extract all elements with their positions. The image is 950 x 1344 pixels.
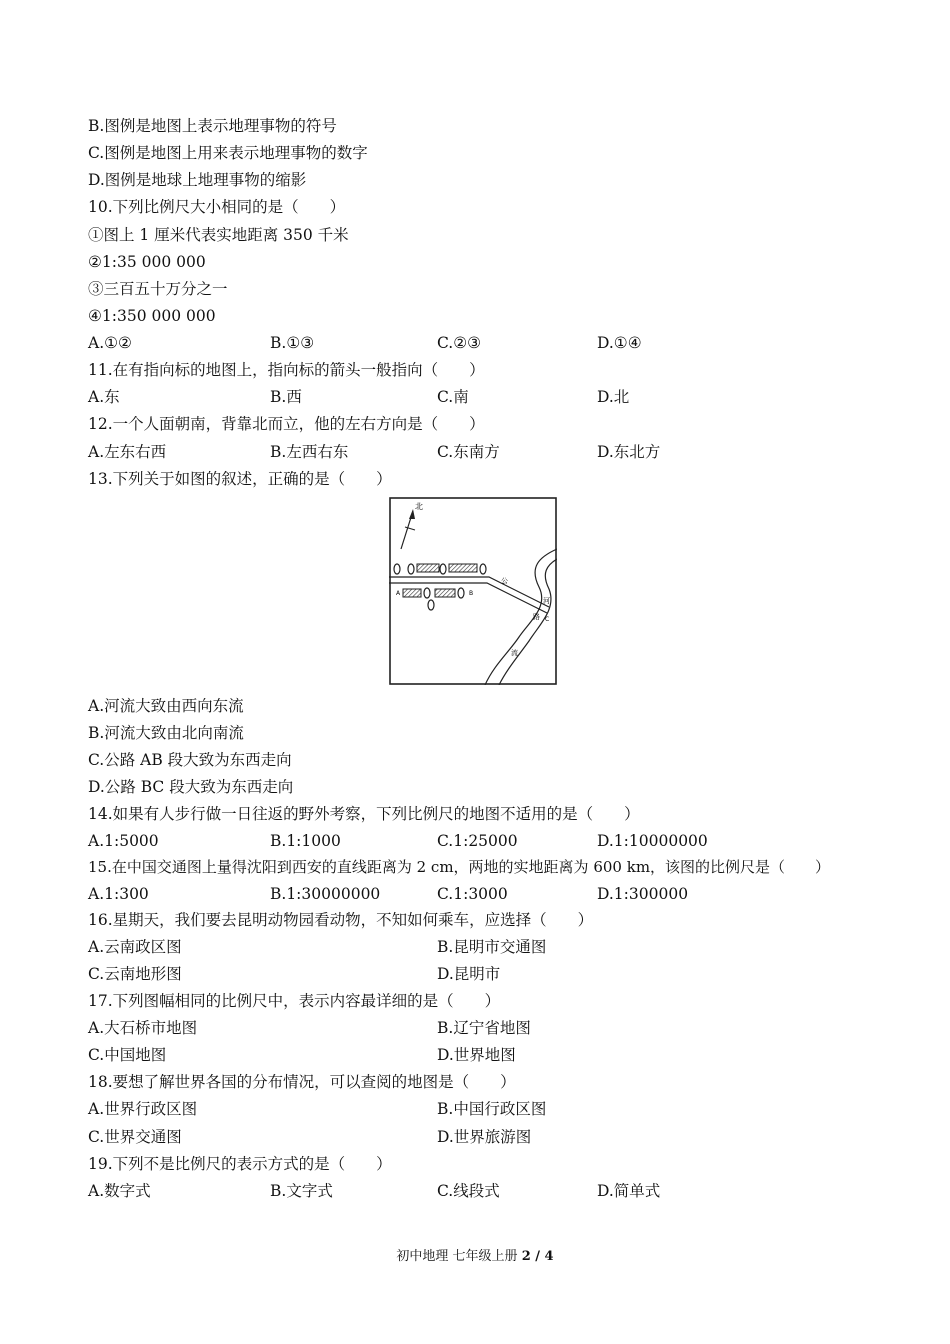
footer-page-number: 2 / 4 (521, 1249, 554, 1264)
q15-option-b: B.1:30000000 (270, 885, 381, 903)
q12-option-b: B.左西右东 (270, 443, 349, 461)
map-label-north: 北 (415, 502, 423, 511)
q19-option-b: B.文字式 (270, 1182, 333, 1200)
q17-option-c: C.中国地图 (88, 1046, 167, 1064)
q19-option-d: D.简单式 (597, 1182, 661, 1200)
q10-item-3: ③三百五十万分之一 (88, 280, 228, 298)
q13-option-c: C.公路 AB 段大致为东西走向 (88, 751, 292, 769)
map-label-river-1: 河 (543, 597, 550, 605)
q15-option-d: D.1:300000 (597, 885, 689, 903)
q9-option-d: D.图例是地球上地理事物的缩影 (88, 171, 307, 189)
q12-option-c: C.东南方 (437, 443, 500, 461)
q13-map-figure (389, 497, 557, 685)
map-label-road-1: 公 (501, 577, 508, 585)
q9-option-b: B.图例是地图上表示地理事物的符号 (88, 117, 337, 135)
q11-option-a: A.东 (88, 388, 120, 406)
q17-option-b: B.辽宁省地图 (437, 1019, 531, 1037)
q18-option-a: A.世界行政区图 (88, 1100, 198, 1118)
q10-stem: 10.下列比例尺大小相同的是（ ） (88, 198, 346, 216)
q13-option-b: B.河流大致由北向南流 (88, 724, 244, 742)
q13-stem: 13.下列关于如图的叙述，正确的是（ ） (88, 470, 392, 488)
q18-option-b: B.中国行政区图 (437, 1100, 547, 1118)
q17-option-d: D.世界地图 (437, 1046, 516, 1064)
q16-option-a: A.云南政区图 (88, 938, 182, 956)
q18-option-c: C.世界交通图 (88, 1128, 182, 1146)
q9-option-c: C.图例是地图上用来表示地理事物的数字 (88, 144, 368, 162)
q18-stem: 18.要想了解世界各国的分布情况，可以查阅的地图是（ ） (88, 1073, 516, 1091)
q18-option-d: D.世界旅游图 (437, 1128, 532, 1146)
q15-stem: 15.在中国交通图上量得沈阳到西安的直线距离为 2 cm，两地的实地距离为 600 km，该图的比例尺是（ ） (88, 858, 831, 876)
building (435, 589, 455, 597)
q19-option-c: C.线段式 (437, 1182, 500, 1200)
map-label-c: C (545, 616, 550, 623)
map-label-a: A (396, 590, 401, 597)
q13-option-d: D.公路 BC 段大致为东西走向 (88, 778, 294, 796)
q14-option-b: B.1:1000 (270, 832, 341, 850)
q11-option-c: C.南 (437, 388, 469, 406)
q17-option-a: A.大石桥市地图 (88, 1019, 198, 1037)
q10-item-1: ①图上 1 厘米代表实地距离 350 千米 (88, 226, 349, 244)
q10-option-d: D.①④ (597, 334, 642, 352)
q14-stem: 14.如果有人步行做一日往返的野外考察，下列比例尺的地图不适用的是（ ） (88, 805, 640, 823)
q12-stem: 12.一个人面朝南，背靠北而立，他的左右方向是（ ） (88, 415, 485, 433)
q10-option-b: B.①③ (270, 334, 315, 352)
q11-stem: 11.在有指向标的地图上，指向标的箭头一般指向（ ） (88, 361, 485, 379)
q14-option-d: D.1:10000000 (597, 832, 708, 850)
map-label-road-2: 路 (533, 613, 540, 621)
q16-option-d: D.昆明市 (437, 965, 501, 983)
q10-item-4: ④1:350 000 000 (88, 307, 216, 325)
q19-option-a: A.数字式 (88, 1182, 151, 1200)
q10-item-2: ②1:35 000 000 (88, 253, 206, 271)
building (417, 564, 439, 572)
map-label-b: B (469, 590, 474, 597)
q16-option-b: B.昆明市交通图 (437, 938, 547, 956)
q11-option-b: B.西 (270, 388, 302, 406)
q15-option-a: A.1:300 (88, 885, 149, 903)
q10-option-c: C.②③ (437, 334, 482, 352)
q17-stem: 17.下列图幅相同的比例尺中，表示内容最详细的是（ ） (88, 992, 501, 1010)
q14-option-a: A.1:5000 (88, 832, 159, 850)
building (449, 564, 477, 572)
q12-option-a: A.左东右西 (88, 443, 167, 461)
footer-subject: 初中地理 七年级上册 (396, 1249, 522, 1264)
q14-option-c: C.1:25000 (437, 832, 518, 850)
q16-option-c: C.云南地形图 (88, 965, 182, 983)
q19-stem: 19.下列不是比例尺的表示方式的是（ ） (88, 1155, 392, 1173)
q10-option-a: A.①② (88, 334, 132, 352)
q11-option-d: D.北 (597, 388, 630, 406)
map-label-river-2: 流 (511, 649, 518, 657)
q15-option-c: C.1:3000 (437, 885, 508, 903)
q13-option-a: A.河流大致由西向东流 (88, 697, 244, 715)
page-footer (0, 1248, 950, 1266)
q16-stem: 16.星期天，我们要去昆明动物园看动物，不知如何乘车，应选择（ ） (88, 911, 594, 929)
building (403, 589, 421, 597)
q12-option-d: D.东北方 (597, 443, 661, 461)
